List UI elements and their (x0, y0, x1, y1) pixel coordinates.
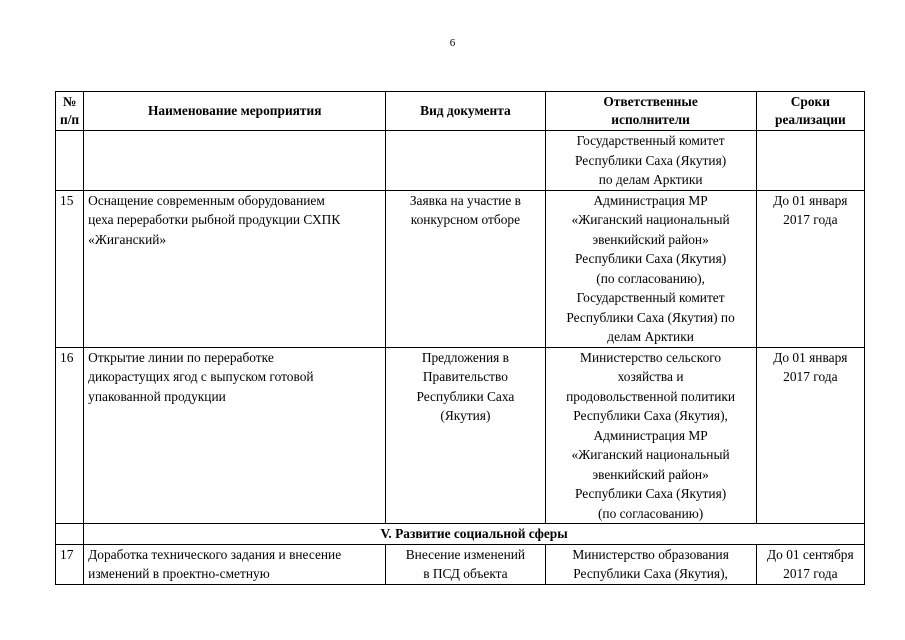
table-row-continuation (56, 131, 865, 191)
table-header-row (56, 92, 865, 131)
measures-table (55, 91, 865, 585)
cell-num: 17 (56, 544, 84, 584)
cell-doctype: Предложения в Правительство Республики Саха (Якутия) (386, 347, 545, 524)
section-row (56, 524, 865, 545)
header-executors: Ответственные исполнители (545, 92, 756, 131)
cell-executors: Государственный комитет Республики Саха (Якутия) по делам Арктики (545, 131, 756, 191)
header-doctype: Вид документа (386, 92, 545, 131)
cell-doctype (386, 131, 545, 191)
cell-num (56, 524, 84, 545)
header-name: Наименование мероприятия (84, 92, 386, 131)
cell-term: До 01 сентября 2017 года (756, 544, 864, 584)
cell-term: До 01 января 2017 года (756, 347, 864, 524)
cell-num: 15 (56, 190, 84, 347)
cell-name: Доработка технического задания и внесение изменений в проектно-сметную (84, 544, 386, 584)
header-num: № п/п (56, 92, 84, 131)
header-term: Сроки реализации (756, 92, 864, 131)
cell-term (756, 131, 864, 191)
cell-num (56, 131, 84, 191)
cell-term: До 01 января 2017 года (756, 190, 864, 347)
cell-executors: Министерство сельского хозяйства и продовольственной политики Республики Саха (Якутия), Администрация МР «Жиганский национальный эвенкийский район» Республики Саха (Якутия) (по согласованию) (545, 347, 756, 524)
table-row (56, 347, 865, 524)
cell-name: Оснащение современным оборудованием цеха переработки рыбной продукции СХПК «Жиганский» (84, 190, 386, 347)
cell-num: 16 (56, 347, 84, 524)
cell-executors: Администрация МР «Жиганский национальный эвенкийский район» Республики Саха (Якутия) (по согласованию), Государственный комитет Республики Саха (Якутия) по делам Арктики (545, 190, 756, 347)
section-title: V. Развитие социальной сферы (84, 524, 865, 545)
cell-doctype: Внесение изменений в ПСД объекта (386, 544, 545, 584)
cell-name (84, 131, 386, 191)
cell-doctype: Заявка на участие в конкурсном отборе (386, 190, 545, 347)
page-number: 6 (449, 37, 456, 49)
cell-name: Открытие линии по переработке дикорастущих ягод с выпуском готовой упакованной продукции (84, 347, 386, 524)
table-row (56, 190, 865, 347)
table-row (56, 544, 865, 584)
cell-executors: Министерство образования Республики Саха (Якутия), (545, 544, 756, 584)
